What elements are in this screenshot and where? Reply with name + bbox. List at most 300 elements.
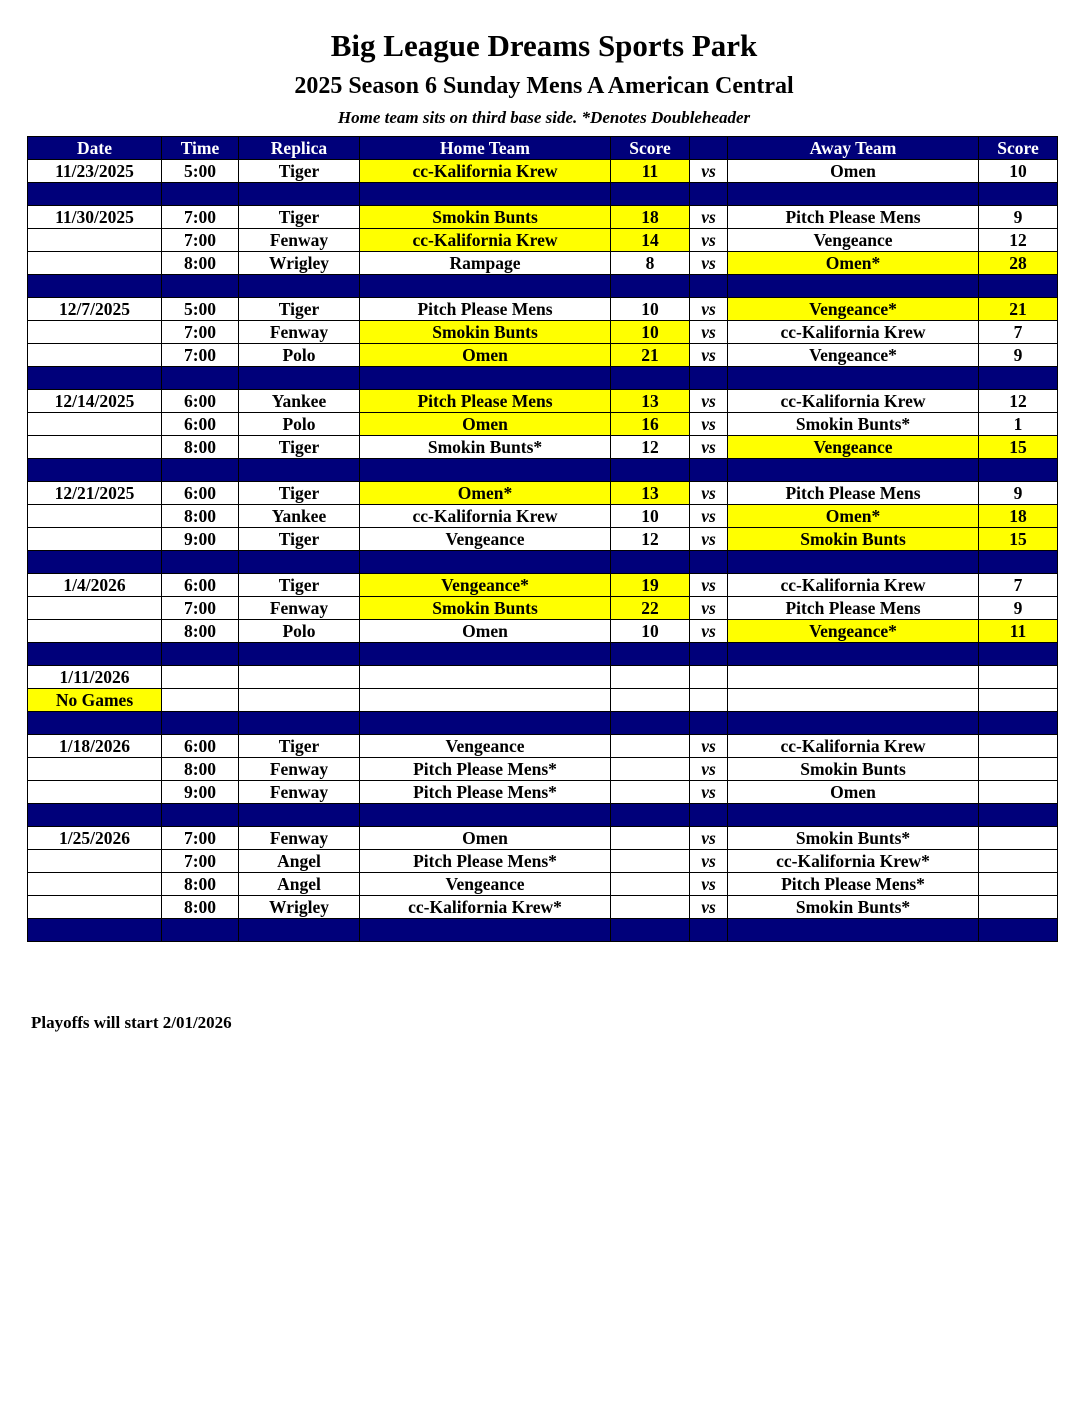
separator-cell — [239, 712, 360, 735]
away-score-cell — [979, 827, 1058, 850]
separator-cell — [360, 459, 611, 482]
separator-cell — [611, 643, 690, 666]
vs-cell: vs — [690, 620, 728, 643]
home-team-cell: Smokin Bunts — [360, 206, 611, 229]
replica-cell — [239, 666, 360, 689]
time-cell: 6:00 — [162, 390, 239, 413]
date-cell — [28, 413, 162, 436]
table-row — [28, 321, 1058, 344]
col-header-home-team: Home Team — [360, 137, 611, 160]
separator-cell — [360, 712, 611, 735]
table-row — [28, 436, 1058, 459]
home-score-cell — [611, 758, 690, 781]
vs-cell — [690, 689, 728, 712]
schedule-note: Home team sits on third base side. *Denotes Doubleheader — [337, 108, 751, 127]
replica-cell: Tiger — [239, 160, 360, 183]
vs-cell: vs — [690, 160, 728, 183]
away-score-cell: 7 — [979, 574, 1058, 597]
away-score-cell: 12 — [979, 390, 1058, 413]
away-score-cell — [979, 781, 1058, 804]
home-team-cell: Pitch Please Mens* — [360, 781, 611, 804]
separator-cell — [162, 712, 239, 735]
home-team-cell: Omen — [360, 620, 611, 643]
separator-cell — [239, 459, 360, 482]
time-cell: 5:00 — [162, 298, 239, 321]
away-score-cell: 28 — [979, 252, 1058, 275]
replica-cell: Fenway — [239, 758, 360, 781]
table-row — [28, 229, 1058, 252]
away-team-cell: cc-Kalifornia Krew — [728, 735, 979, 758]
away-score-cell: 10 — [979, 160, 1058, 183]
away-team-cell: Smokin Bunts — [728, 528, 979, 551]
separator-cell — [162, 804, 239, 827]
away-team-cell: Smokin Bunts* — [728, 413, 979, 436]
time-cell: 8:00 — [162, 436, 239, 459]
home-score-cell: 21 — [611, 344, 690, 367]
separator-cell — [728, 804, 979, 827]
date-cell: 12/7/2025 — [28, 298, 162, 321]
date-cell: 11/23/2025 — [28, 160, 162, 183]
home-team-cell: Omen — [360, 413, 611, 436]
header-row — [28, 137, 1058, 160]
date-cell: 1/18/2026 — [28, 735, 162, 758]
time-cell: 7:00 — [162, 229, 239, 252]
separator-cell — [162, 367, 239, 390]
away-team-cell: Pitch Please Mens — [728, 597, 979, 620]
away-team-cell: Vengeance* — [728, 620, 979, 643]
separator-row — [28, 712, 1058, 735]
vs-cell: vs — [690, 873, 728, 896]
replica-cell: Tiger — [239, 482, 360, 505]
separator-cell — [690, 643, 728, 666]
time-cell — [162, 666, 239, 689]
away-team-cell — [728, 666, 979, 689]
replica-cell: Fenway — [239, 827, 360, 850]
time-cell: 8:00 — [162, 252, 239, 275]
table-row — [28, 781, 1058, 804]
home-team-cell: Vengeance — [360, 735, 611, 758]
col-header-date: Date — [28, 137, 162, 160]
separator-row — [28, 643, 1058, 666]
separator-cell — [979, 275, 1058, 298]
home-score-cell: 8 — [611, 252, 690, 275]
time-cell: 6:00 — [162, 574, 239, 597]
home-score-cell: 18 — [611, 206, 690, 229]
away-score-cell: 11 — [979, 620, 1058, 643]
col-header-time: Time — [162, 137, 239, 160]
table-row — [28, 390, 1058, 413]
table-row — [28, 758, 1058, 781]
away-score-cell: 18 — [979, 505, 1058, 528]
away-score-cell: 15 — [979, 436, 1058, 459]
replica-cell: Polo — [239, 620, 360, 643]
separator-cell — [360, 551, 611, 574]
separator-cell — [360, 804, 611, 827]
replica-cell: Fenway — [239, 781, 360, 804]
col-header-vs — [690, 137, 728, 160]
separator-cell — [162, 275, 239, 298]
home-score-cell: 16 — [611, 413, 690, 436]
separator-cell — [239, 643, 360, 666]
date-cell — [28, 344, 162, 367]
time-cell — [162, 689, 239, 712]
home-team-cell: Smokin Bunts — [360, 321, 611, 344]
away-team-cell: Vengeance* — [728, 344, 979, 367]
separator-cell — [690, 919, 728, 942]
away-team-cell: Vengeance — [728, 229, 979, 252]
home-score-cell: 19 — [611, 574, 690, 597]
date-cell — [28, 436, 162, 459]
separator-cell — [728, 712, 979, 735]
vs-cell: vs — [690, 827, 728, 850]
time-cell: 6:00 — [162, 482, 239, 505]
vs-cell: vs — [690, 229, 728, 252]
separator-cell — [690, 459, 728, 482]
replica-cell: Tiger — [239, 298, 360, 321]
time-cell: 7:00 — [162, 597, 239, 620]
separator-cell — [28, 643, 162, 666]
separator-cell — [728, 919, 979, 942]
away-team-cell: Omen — [728, 781, 979, 804]
separator-cell — [979, 367, 1058, 390]
page-title: Big League Dreams Sports Park — [330, 28, 758, 63]
away-score-cell: 15 — [979, 528, 1058, 551]
time-cell: 7:00 — [162, 206, 239, 229]
separator-row — [28, 275, 1058, 298]
home-team-cell: cc-Kalifornia Krew — [360, 160, 611, 183]
separator-cell — [611, 551, 690, 574]
separator-cell — [690, 804, 728, 827]
date-cell: 12/21/2025 — [28, 482, 162, 505]
home-score-cell — [611, 827, 690, 850]
separator-cell — [611, 919, 690, 942]
vs-cell: vs — [690, 206, 728, 229]
home-score-cell: 11 — [611, 160, 690, 183]
time-cell: 9:00 — [162, 781, 239, 804]
separator-cell — [728, 367, 979, 390]
separator-cell — [728, 551, 979, 574]
away-team-cell: Vengeance — [728, 436, 979, 459]
home-score-cell — [611, 896, 690, 919]
vs-cell: vs — [690, 298, 728, 321]
away-score-cell: 9 — [979, 206, 1058, 229]
date-cell — [28, 597, 162, 620]
table-row — [28, 252, 1058, 275]
date-cell — [28, 758, 162, 781]
home-team-cell: Omen — [360, 344, 611, 367]
away-team-cell — [728, 689, 979, 712]
vs-cell: vs — [690, 781, 728, 804]
home-score-cell — [611, 781, 690, 804]
away-team-cell: Vengeance* — [728, 298, 979, 321]
replica-cell: Tiger — [239, 436, 360, 459]
separator-cell — [360, 367, 611, 390]
home-team-cell: Pitch Please Mens — [360, 390, 611, 413]
separator-cell — [611, 275, 690, 298]
away-team-cell: cc-Kalifornia Krew — [728, 321, 979, 344]
date-cell: 1/4/2026 — [28, 574, 162, 597]
away-score-cell — [979, 873, 1058, 896]
separator-cell — [28, 919, 162, 942]
vs-cell: vs — [690, 896, 728, 919]
separator-cell — [28, 275, 162, 298]
time-cell: 8:00 — [162, 620, 239, 643]
home-score-cell — [611, 666, 690, 689]
table-row — [28, 850, 1058, 873]
home-score-cell — [611, 873, 690, 896]
table-row — [28, 827, 1058, 850]
date-cell — [28, 620, 162, 643]
home-score-cell: 13 — [611, 390, 690, 413]
separator-cell — [239, 919, 360, 942]
home-score-cell: 12 — [611, 528, 690, 551]
home-team-cell: Pitch Please Mens* — [360, 850, 611, 873]
date-cell — [28, 505, 162, 528]
away-team-cell: cc-Kalifornia Krew — [728, 574, 979, 597]
home-team-cell: cc-Kalifornia Krew* — [360, 896, 611, 919]
table-row — [28, 413, 1058, 436]
table-row — [28, 298, 1058, 321]
table-row — [28, 666, 1058, 689]
vs-cell: vs — [690, 252, 728, 275]
home-score-cell: 22 — [611, 597, 690, 620]
home-team-cell: Smokin Bunts* — [360, 436, 611, 459]
replica-cell — [239, 689, 360, 712]
time-cell: 6:00 — [162, 735, 239, 758]
date-cell: 11/30/2025 — [28, 206, 162, 229]
separator-cell — [979, 551, 1058, 574]
table-row — [28, 482, 1058, 505]
replica-cell: Yankee — [239, 505, 360, 528]
replica-cell: Angel — [239, 873, 360, 896]
date-cell — [28, 781, 162, 804]
table-row — [28, 160, 1058, 183]
home-team-cell: Vengeance — [360, 528, 611, 551]
replica-cell: Polo — [239, 413, 360, 436]
away-team-cell: cc-Kalifornia Krew* — [728, 850, 979, 873]
time-cell: 8:00 — [162, 758, 239, 781]
page-subtitle: 2025 Season 6 Sunday Mens A American Central — [294, 73, 794, 99]
date-cell — [28, 229, 162, 252]
away-score-cell: 7 — [979, 321, 1058, 344]
separator-row — [28, 183, 1058, 206]
home-score-cell — [611, 850, 690, 873]
away-score-cell — [979, 689, 1058, 712]
away-score-cell — [979, 735, 1058, 758]
table-row — [28, 505, 1058, 528]
date-cell — [28, 252, 162, 275]
away-team-cell: Smokin Bunts* — [728, 827, 979, 850]
away-team-cell: Smokin Bunts — [728, 758, 979, 781]
col-header-away-team: Away Team — [728, 137, 979, 160]
home-team-cell: Omen* — [360, 482, 611, 505]
replica-cell: Fenway — [239, 229, 360, 252]
replica-cell: Tiger — [239, 528, 360, 551]
playoffs-note: Playoffs will start 2/01/2026 — [31, 1013, 232, 1032]
separator-row — [28, 804, 1058, 827]
separator-cell — [239, 275, 360, 298]
date-cell: 1/25/2026 — [28, 827, 162, 850]
replica-cell: Angel — [239, 850, 360, 873]
home-score-cell: 10 — [611, 505, 690, 528]
date-cell: 12/14/2025 — [28, 390, 162, 413]
vs-cell: vs — [690, 321, 728, 344]
replica-cell: Wrigley — [239, 252, 360, 275]
col-header-away-score: Score — [979, 137, 1058, 160]
separator-cell — [690, 551, 728, 574]
time-cell: 7:00 — [162, 827, 239, 850]
time-cell: 7:00 — [162, 850, 239, 873]
home-team-cell — [360, 689, 611, 712]
away-score-cell: 9 — [979, 344, 1058, 367]
time-cell: 6:00 — [162, 413, 239, 436]
home-team-cell: Vengeance* — [360, 574, 611, 597]
replica-cell: Polo — [239, 344, 360, 367]
separator-row — [28, 919, 1058, 942]
home-team-cell: cc-Kalifornia Krew — [360, 505, 611, 528]
separator-cell — [360, 643, 611, 666]
separator-cell — [28, 459, 162, 482]
separator-cell — [728, 459, 979, 482]
away-team-cell: Omen* — [728, 252, 979, 275]
separator-cell — [360, 275, 611, 298]
separator-cell — [239, 804, 360, 827]
separator-row — [28, 459, 1058, 482]
separator-cell — [611, 183, 690, 206]
separator-cell — [360, 183, 611, 206]
separator-cell — [728, 643, 979, 666]
replica-cell: Tiger — [239, 735, 360, 758]
date-cell: 1/11/2026 — [28, 666, 162, 689]
time-cell: 8:00 — [162, 896, 239, 919]
away-score-cell: 9 — [979, 597, 1058, 620]
home-score-cell — [611, 689, 690, 712]
home-team-cell: Smokin Bunts — [360, 597, 611, 620]
replica-cell: Tiger — [239, 574, 360, 597]
separator-cell — [162, 919, 239, 942]
separator-cell — [611, 459, 690, 482]
separator-cell — [690, 183, 728, 206]
home-score-cell: 10 — [611, 321, 690, 344]
home-score-cell: 12 — [611, 436, 690, 459]
time-cell: 5:00 — [162, 160, 239, 183]
separator-cell — [28, 551, 162, 574]
vs-cell: vs — [690, 735, 728, 758]
vs-cell: vs — [690, 344, 728, 367]
time-cell: 8:00 — [162, 505, 239, 528]
away-team-cell: Pitch Please Mens* — [728, 873, 979, 896]
separator-cell — [690, 367, 728, 390]
home-team-cell: Rampage — [360, 252, 611, 275]
away-score-cell: 9 — [979, 482, 1058, 505]
separator-cell — [28, 712, 162, 735]
separator-cell — [162, 459, 239, 482]
away-team-cell: Smokin Bunts* — [728, 896, 979, 919]
away-team-cell: cc-Kalifornia Krew — [728, 390, 979, 413]
separator-cell — [979, 712, 1058, 735]
separator-cell — [979, 183, 1058, 206]
schedule-body — [28, 160, 1058, 942]
separator-cell — [239, 183, 360, 206]
replica-cell: Fenway — [239, 321, 360, 344]
table-row — [28, 206, 1058, 229]
date-cell — [28, 321, 162, 344]
separator-cell — [162, 643, 239, 666]
separator-cell — [162, 183, 239, 206]
separator-cell — [611, 367, 690, 390]
separator-cell — [239, 551, 360, 574]
separator-cell — [979, 643, 1058, 666]
separator-cell — [979, 459, 1058, 482]
separator-cell — [28, 804, 162, 827]
separator-cell — [611, 804, 690, 827]
away-score-cell — [979, 896, 1058, 919]
separator-cell — [611, 712, 690, 735]
table-row — [28, 597, 1058, 620]
home-team-cell — [360, 666, 611, 689]
home-score-cell: 13 — [611, 482, 690, 505]
time-cell: 7:00 — [162, 321, 239, 344]
vs-cell: vs — [690, 597, 728, 620]
away-team-cell: Omen* — [728, 505, 979, 528]
time-cell: 8:00 — [162, 873, 239, 896]
table-row — [28, 620, 1058, 643]
time-cell: 9:00 — [162, 528, 239, 551]
vs-cell: vs — [690, 758, 728, 781]
col-header-home-score: Score — [611, 137, 690, 160]
separator-cell — [162, 551, 239, 574]
home-score-cell: 10 — [611, 620, 690, 643]
date-cell — [28, 528, 162, 551]
vs-cell: vs — [690, 505, 728, 528]
home-team-cell: Omen — [360, 827, 611, 850]
separator-cell — [979, 804, 1058, 827]
home-score-cell: 10 — [611, 298, 690, 321]
vs-cell: vs — [690, 436, 728, 459]
schedule-table — [27, 136, 1058, 942]
vs-cell: vs — [690, 482, 728, 505]
vs-cell: vs — [690, 390, 728, 413]
separator-cell — [690, 712, 728, 735]
away-team-cell: Pitch Please Mens — [728, 482, 979, 505]
separator-cell — [728, 275, 979, 298]
separator-row — [28, 551, 1058, 574]
replica-cell: Wrigley — [239, 896, 360, 919]
table-row — [28, 689, 1058, 712]
replica-cell: Tiger — [239, 206, 360, 229]
separator-cell — [728, 183, 979, 206]
away-score-cell — [979, 666, 1058, 689]
home-team-cell: Pitch Please Mens — [360, 298, 611, 321]
away-score-cell: 12 — [979, 229, 1058, 252]
home-score-cell: 14 — [611, 229, 690, 252]
col-header-replica: Replica — [239, 137, 360, 160]
away-team-cell: Pitch Please Mens — [728, 206, 979, 229]
time-cell: 7:00 — [162, 344, 239, 367]
away-score-cell: 1 — [979, 413, 1058, 436]
table-row — [28, 528, 1058, 551]
separator-cell — [28, 183, 162, 206]
replica-cell: Fenway — [239, 597, 360, 620]
table-row — [28, 344, 1058, 367]
table-row — [28, 735, 1058, 758]
date-cell — [28, 873, 162, 896]
separator-cell — [690, 275, 728, 298]
home-score-cell — [611, 735, 690, 758]
vs-cell: vs — [690, 850, 728, 873]
away-score-cell — [979, 758, 1058, 781]
away-score-cell — [979, 850, 1058, 873]
